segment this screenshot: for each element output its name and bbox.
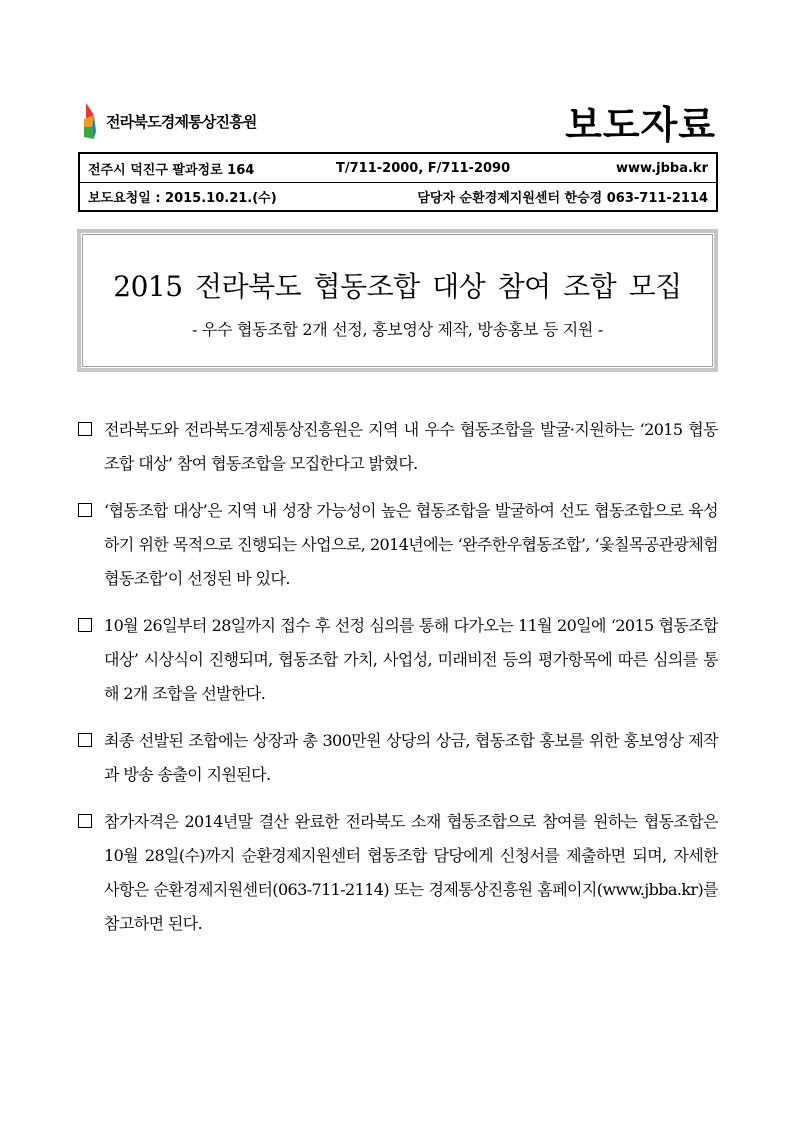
paragraph-text: ‘협동조합 대상’은 지역 내 성장 가능성이 높은 협동조합을 발굴하여 선도 협동조합으로 육성하기 위한 목적으로 진행되는 사업으로, 2014년에는 ‘완주한우협동조합’, ‘옻칠목공관광체험협동조합’이 선정된 바 있다.: [104, 501, 718, 588]
body-text: [78, 413, 718, 954]
paragraph-text: 전라북도와 전라북도경제통상진흥원은 지역 내 우수 협동조합을 발굴·지원하는 ‘2015 협동조합 대상’ 참여 협동조합을 모집한다고 밝혔다.: [104, 420, 718, 473]
checkbox-square-icon: [78, 618, 92, 632]
request-date: 보도요청일 : 2015.10.21.(수): [88, 191, 277, 206]
phone-fax: T/711-2000, F/711-2090: [336, 160, 511, 176]
paragraph: [78, 805, 718, 941]
main-title: 2015 전라북도 협동조합 대상 참여 조합 모집: [113, 270, 682, 303]
paragraph-text: 최종 선발된 조합에는 상장과 총 300만원 상당의 상금, 협동조합 홍보를 위한 홍보영상 제작과 방송 송출이 지원된다.: [104, 731, 718, 784]
checkbox-square-icon: [78, 733, 92, 747]
paragraph-text: 10월 26일부터 28일까지 접수 후 선정 심의를 통해 다가오는 11월 20일에 ‘2015 협동조합 대상’ 시상식이 진행되며, 협동조합 가치, 사업성, 미래비전 등의 평가항목에 따른 심의를 통해 2개 조합을 선발한다.: [104, 616, 718, 703]
info-table: [78, 152, 718, 212]
paragraph-text: 참가자격은 2014년말 결산 완료한 전라북도 소재 협동조합으로 참여를 원하는 협동조합은 10월 28일(수)까지 순환경제지원센터 협동조합 담당에게 신청서를 제출하면 되며, 자세한 사항은 순환경제지원센터(063-711-2114) 또는 경제통상진흥원 홈페이지(www.jbba.kr)를 참고하면 된다.: [104, 812, 718, 933]
contact-person: 담당자 순환경제지원센터 한승경 063-711-2114: [417, 191, 708, 206]
sub-title: - 우수 협동조합 2개 선정, 홍보영상 제작, 방송홍보 등 지원 -: [192, 320, 603, 339]
info-row-request: [80, 182, 716, 210]
org-logo-icon: [82, 101, 102, 141]
title-box: [77, 229, 718, 372]
org-logo: [82, 100, 257, 142]
checkbox-square-icon: [78, 422, 92, 436]
org-name: 전라북도경제통상진흥원: [106, 112, 257, 131]
checkbox-square-icon: [78, 503, 92, 517]
checkbox-square-icon: [78, 814, 92, 828]
info-row-contact-details: [80, 154, 716, 182]
paragraph: [78, 609, 718, 711]
address: 전주시 덕진구 팔과정로 164: [88, 162, 255, 178]
paragraph: [78, 413, 718, 481]
paragraph: [78, 494, 718, 596]
paragraph: [78, 724, 718, 792]
website: www.jbba.kr: [616, 160, 708, 176]
document-type-title: 보도자료: [565, 103, 716, 147]
